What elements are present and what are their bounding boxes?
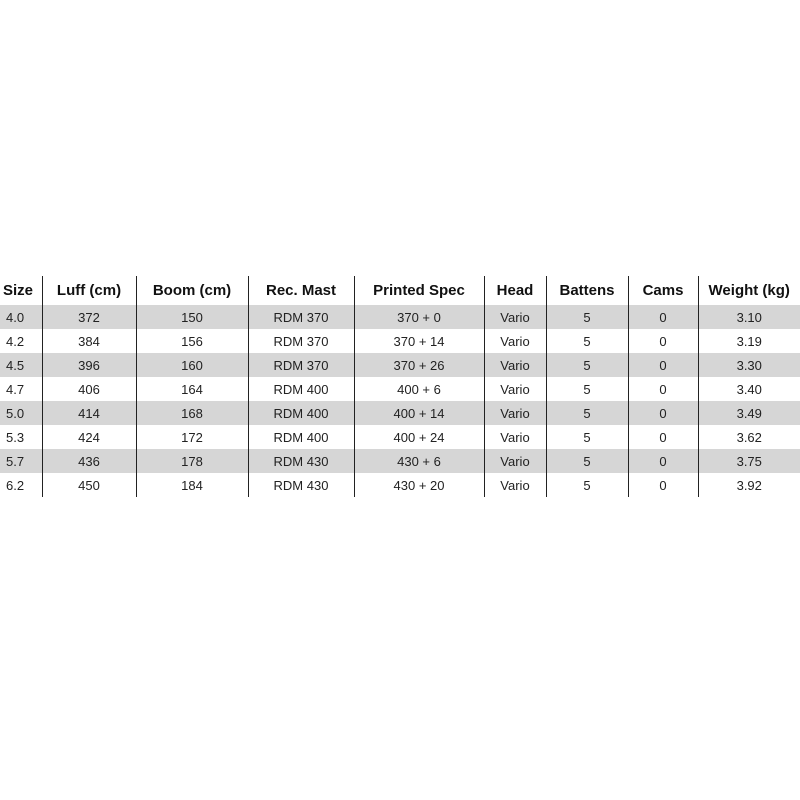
table-row — [0, 449, 800, 473]
rec-mast-cell: RDM 430 — [248, 449, 354, 473]
weight-cell: 3.49 — [698, 401, 800, 425]
luff-cell: 414 — [42, 401, 136, 425]
head-cell: Vario — [484, 353, 546, 377]
luff-cell: 424 — [42, 425, 136, 449]
size-cell: 4.5 — [0, 353, 42, 377]
header-cams: Cams — [628, 276, 698, 305]
size-cell: 4.2 — [6, 333, 25, 349]
rec-mast-cell: RDM 400 — [248, 425, 354, 449]
battens-cell: 5 — [546, 425, 628, 449]
cams-cell: 0 — [628, 425, 698, 449]
printed-spec-cell: 370 + 0 — [354, 305, 484, 329]
printed-spec-cell: 370 + 14 — [354, 329, 484, 353]
rec-mast-cell: RDM 430 — [248, 473, 354, 497]
rec-mast-cell: RDM 370 — [248, 305, 354, 329]
table-body — [0, 305, 800, 497]
cams-cell: 0 — [628, 401, 698, 425]
boom-cell: 150 — [136, 305, 248, 329]
battens-cell: 5 — [546, 401, 628, 425]
rec-mast-cell: RDM 370 — [248, 329, 354, 353]
printed-spec-cell: 430 + 20 — [354, 473, 484, 497]
rec-mast-cell: RDM 370 — [248, 353, 354, 377]
printed-spec-cell: 400 + 6 — [354, 377, 484, 401]
sail-spec-table — [0, 276, 800, 497]
header-head: Head — [484, 276, 546, 305]
table-row — [0, 377, 800, 401]
cams-cell: 0 — [628, 329, 698, 353]
cams-cell: 0 — [628, 353, 698, 377]
cams-cell: 0 — [628, 473, 698, 497]
weight-cell: 3.40 — [698, 377, 800, 401]
printed-spec-cell: 400 + 24 — [354, 425, 484, 449]
luff-cell: 436 — [42, 449, 136, 473]
header-printed-spec: Printed Spec — [354, 276, 484, 305]
table-row — [0, 425, 800, 449]
cams-cell: 0 — [628, 305, 698, 329]
header-rec-mast: Rec. Mast — [248, 276, 354, 305]
head-cell: Vario — [484, 377, 546, 401]
boom-cell: 184 — [136, 473, 248, 497]
luff-cell: 406 — [42, 377, 136, 401]
head-cell: Vario — [484, 329, 546, 353]
head-cell: Vario — [484, 305, 546, 329]
size-cell: 5.7 — [0, 449, 42, 473]
battens-cell: 5 — [546, 353, 628, 377]
printed-spec-cell: 370 + 26 — [354, 353, 484, 377]
boom-cell: 156 — [136, 329, 248, 353]
table-row — [0, 473, 800, 497]
weight-cell: 3.92 — [698, 473, 800, 497]
battens-cell: 5 — [546, 305, 628, 329]
weight-cell: 3.62 — [698, 425, 800, 449]
size-cell: 4.7 — [6, 381, 25, 397]
battens-cell: 5 — [546, 329, 628, 353]
header-boom: Boom (cm) — [136, 276, 248, 305]
luff-cell: 372 — [42, 305, 136, 329]
table-row — [0, 305, 800, 329]
table-row — [0, 401, 800, 425]
header-weight: Weight (kg) — [698, 276, 800, 305]
cams-cell: 0 — [628, 449, 698, 473]
head-cell: Vario — [484, 425, 546, 449]
weight-cell: 3.30 — [698, 353, 800, 377]
luff-cell: 450 — [42, 473, 136, 497]
printed-spec-cell: 400 + 14 — [354, 401, 484, 425]
boom-cell: 168 — [136, 401, 248, 425]
head-cell: Vario — [484, 449, 546, 473]
size-cell: 5.0 — [0, 401, 42, 425]
table-row — [0, 329, 800, 353]
weight-cell: 3.75 — [698, 449, 800, 473]
header-battens: Battens — [546, 276, 628, 305]
boom-cell: 178 — [136, 449, 248, 473]
size-cell: 6.2 — [6, 477, 25, 493]
battens-cell: 5 — [546, 473, 628, 497]
luff-cell: 384 — [42, 329, 136, 353]
head-cell: Vario — [484, 401, 546, 425]
size-cell: 4.0 — [0, 305, 42, 329]
boom-cell: 160 — [136, 353, 248, 377]
head-cell: Vario — [484, 473, 546, 497]
battens-cell: 5 — [546, 449, 628, 473]
table-header-row — [0, 276, 800, 305]
header-luff: Luff (cm) — [42, 276, 136, 305]
battens-cell: 5 — [546, 377, 628, 401]
luff-cell: 396 — [42, 353, 136, 377]
table-row — [0, 353, 800, 377]
weight-cell: 3.10 — [698, 305, 800, 329]
header-size: Size — [3, 282, 34, 299]
boom-cell: 172 — [136, 425, 248, 449]
size-cell: 5.3 — [6, 429, 25, 445]
rec-mast-cell: RDM 400 — [248, 401, 354, 425]
weight-cell: 3.19 — [698, 329, 800, 353]
boom-cell: 164 — [136, 377, 248, 401]
cams-cell: 0 — [628, 377, 698, 401]
printed-spec-cell: 430 + 6 — [354, 449, 484, 473]
rec-mast-cell: RDM 400 — [248, 377, 354, 401]
